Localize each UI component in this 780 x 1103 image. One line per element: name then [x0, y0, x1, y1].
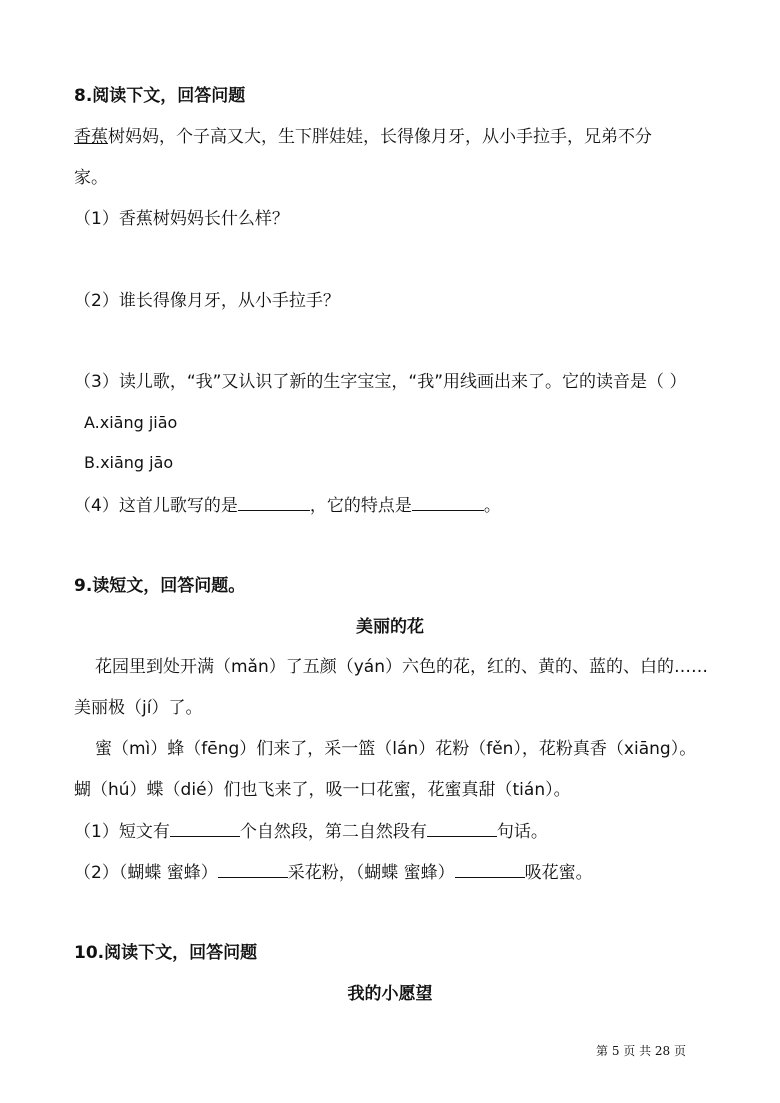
q10-heading: 10.阅读下文，回答问题 — [74, 943, 258, 963]
q8-passage-line1 — [74, 125, 652, 149]
q9-sub1 — [74, 818, 548, 844]
answer-blank[interactable] — [455, 859, 525, 878]
q9-sub1-prefix: （1）短文有 — [74, 822, 170, 842]
page-footer: 第 5 页 共 28 页 — [596, 1044, 686, 1058]
q8-underlined-word: 香蕉 — [74, 127, 108, 147]
q9-sub2-prefix: （2）（蝴蝶 蜜蜂） — [74, 863, 218, 883]
answer-blank[interactable] — [170, 818, 240, 837]
q8-sub2: （2）谁长得像月牙，从小手拉手？ — [74, 291, 340, 311]
q9-p1-line2: 美丽极（jí）了。 — [74, 698, 203, 718]
answer-blank[interactable] — [427, 818, 497, 837]
q8-option-a: A.xiāng jiāo — [84, 413, 178, 432]
q9-title: 美丽的花 — [356, 617, 424, 637]
q8-heading: 8.阅读下文，回答问题 — [74, 86, 246, 106]
q9-sub1-suffix: 句话。 — [496, 822, 548, 842]
answer-blank[interactable] — [218, 859, 288, 878]
q9-p1-line1: 花园里到处开满（mǎn）了五颜（yán）六色的花，红的、黄的、蓝的、白的…… — [95, 657, 709, 677]
q9-p2-line1: 蜜（mì）蜂（fēng）们来了，采一篮（lán）花粉（fěn），花粉真香（xiāng）。 — [95, 739, 697, 759]
q10-title: 我的小愿望 — [347, 984, 433, 1004]
q8-passage-line2: 家。 — [74, 168, 108, 188]
q8-passage-text: 树妈妈，个子高又大，生下胖娃娃，长得像月牙，从小手拉手，兄弟不分 — [108, 127, 652, 147]
q8-sub4-prefix: （4）这首儿歌写的是 — [74, 496, 238, 516]
q8-sub1: （1）香蕉树妈妈长什么样？ — [74, 209, 289, 229]
answer-blank[interactable] — [412, 492, 484, 511]
q9-heading: 9.读短文，回答问题。 — [74, 576, 246, 596]
q8-sub3: （3）读儿歌，“我”又认识了新的生字宝宝，“我”用线画出来了。它的读音是（ ） — [74, 372, 687, 392]
q8-sub4 — [74, 492, 501, 518]
q8-sub4-suffix: 。 — [483, 496, 501, 516]
answer-blank[interactable] — [238, 492, 310, 511]
q9-sub1-middle: 个自然段，第二自然段有 — [239, 822, 427, 842]
q9-p2-line2: 蝴（hú）蝶（dié）们也飞来了，吸一口花蜜，花蜜真甜（tián）。 — [74, 780, 571, 800]
q9-sub2 — [74, 859, 593, 885]
q8-option-b: B.xiāng jāo — [84, 453, 174, 472]
q9-sub2-suffix: 吸花蜜。 — [524, 863, 593, 883]
q9-sub2-middle: 采花粉，（蝴蝶 蜜蜂） — [287, 863, 455, 883]
q8-sub4-middle: ，它的特点是 — [309, 496, 412, 516]
